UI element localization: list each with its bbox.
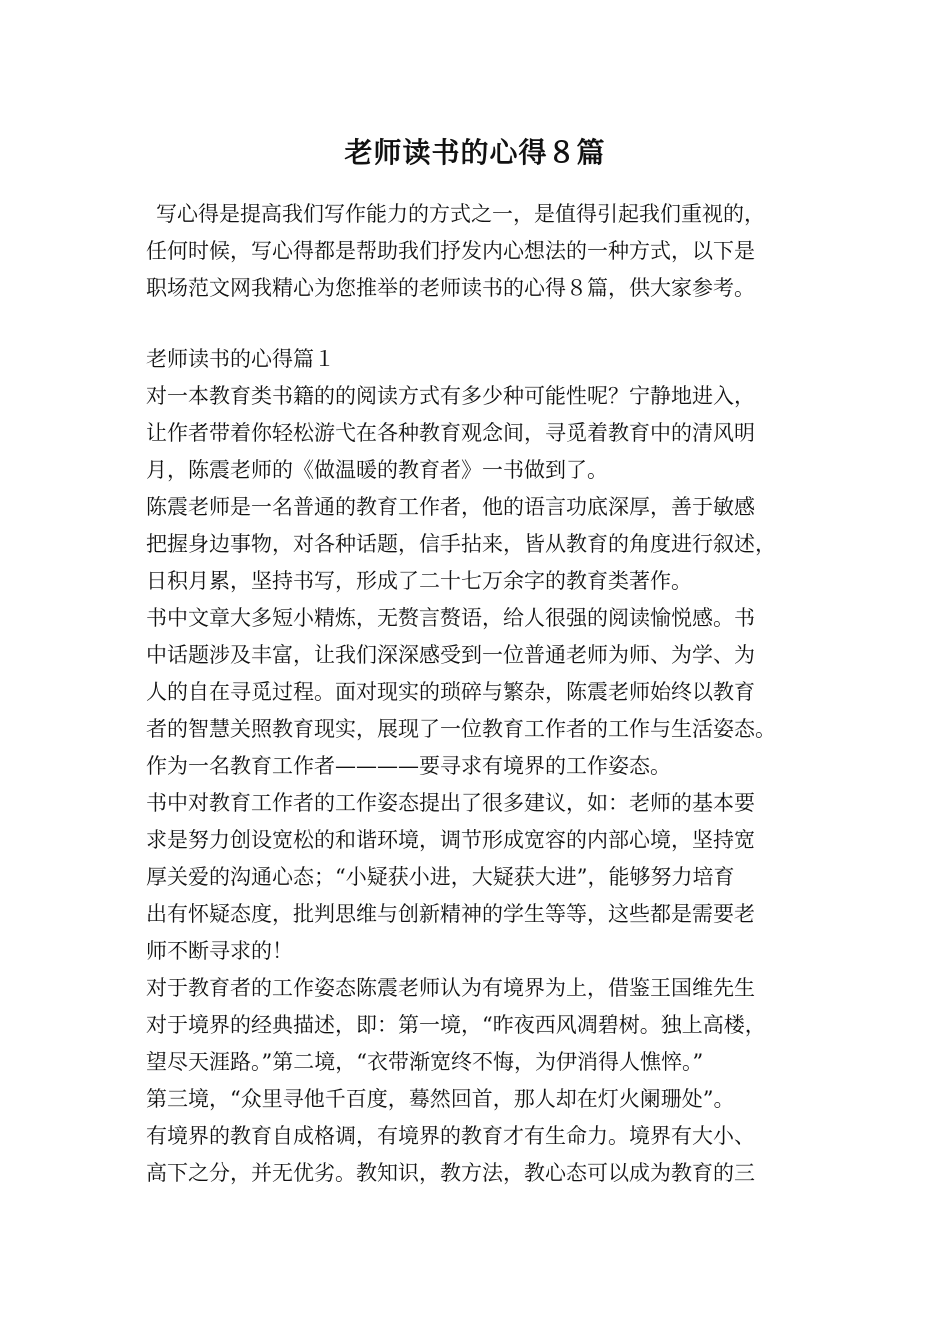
body-line: 求是努力创设宽松的和谐环境，调节形成宽容的内部心境，坚持宽 (146, 828, 755, 852)
body-line: 对于境界的经典描述，即：第一境，“昨夜西风凋碧树。独上高楼， (146, 1013, 766, 1037)
intro-line: 职场范文网我精心为您推举的老师读书的心得８篇，供大家参考。 (146, 276, 755, 300)
body-line: 书中文章大多短小精炼，无赘言赘语，给人很强的阅读愉悦感。书 (146, 606, 755, 630)
body-line: 中话题涉及丰富，让我们深深感受到一位普通老师为师、为学、为 (146, 643, 755, 667)
body-line: 望尽天涯路。”第二境，“衣带渐宽终不悔，为伊消得人憔悴。” (146, 1050, 704, 1074)
intro-paragraph (146, 196, 826, 307)
body-line: 日积月累，坚持书写，形成了二十七万余字的教育类著作。 (146, 569, 692, 593)
section-heading: 老师读书的心得篇１ (146, 347, 335, 371)
body-line: 书中对教育工作者的工作姿态提出了很多建议，如：老师的基本要 (146, 791, 755, 815)
body-line: 把握身边事物，对各种话题，信手拈来，皆从教育的角度进行叙述， (146, 532, 776, 556)
body-line: 者的智慧关照教育现实，展现了一位教育工作者的工作与生活姿态。 (146, 717, 776, 741)
body-line: 人的自在寻觅过程。面对现实的琐碎与繁杂，陈震老师始终以教育 (146, 680, 755, 704)
body-line: 对一本教育类书籍的的阅读方式有多少种可能性呢？宁静地进入， (146, 384, 755, 408)
body-line: 第三境，“众里寻他千百度，蓦然回首，那人却在灯火阑珊处”。 (146, 1087, 735, 1111)
body-line: 作为一名教育工作者————要寻求有境界的工作姿态。 (146, 754, 671, 778)
body-line: 高下之分，并无优劣。教知识，教方法，教心态可以成为教育的三 (146, 1161, 755, 1185)
intro-line: 任何时候，写心得都是帮助我们抒发内心想法的一种方式，以下是 (146, 239, 755, 263)
body-line: 陈震老师是一名普通的教育工作者，他的语言功底深厚，善于敏感 (146, 495, 755, 519)
intro-line: 写心得是提高我们写作能力的方式之一，是值得引起我们重视的， (156, 202, 765, 226)
body-line: 对于教育者的工作姿态陈震老师认为有境界为上，借鉴王国维先生 (146, 976, 755, 1000)
body-line: 厚关爱的沟通心态；“小疑获小进，大疑获大进”，能够努力培育 (146, 865, 735, 889)
body-line: 月，陈震老师的《做温暖的教育者》一书做到了。 (146, 458, 608, 482)
body-line: 让作者带着你轻松游弋在各种教育观念间，寻觅着教育中的清风明 (146, 421, 755, 445)
body-line: 师不断寻求的！ (146, 939, 293, 963)
body-line: 有境界的教育自成格调，有境界的教育才有生命力。境界有大小、 (146, 1124, 755, 1148)
article-body (146, 341, 836, 1192)
body-line: 出有怀疑态度，批判思维与创新精神的学生等等，这些都是需要老 (146, 902, 755, 926)
document-title: 老师读书的心得８篇 (344, 136, 606, 169)
